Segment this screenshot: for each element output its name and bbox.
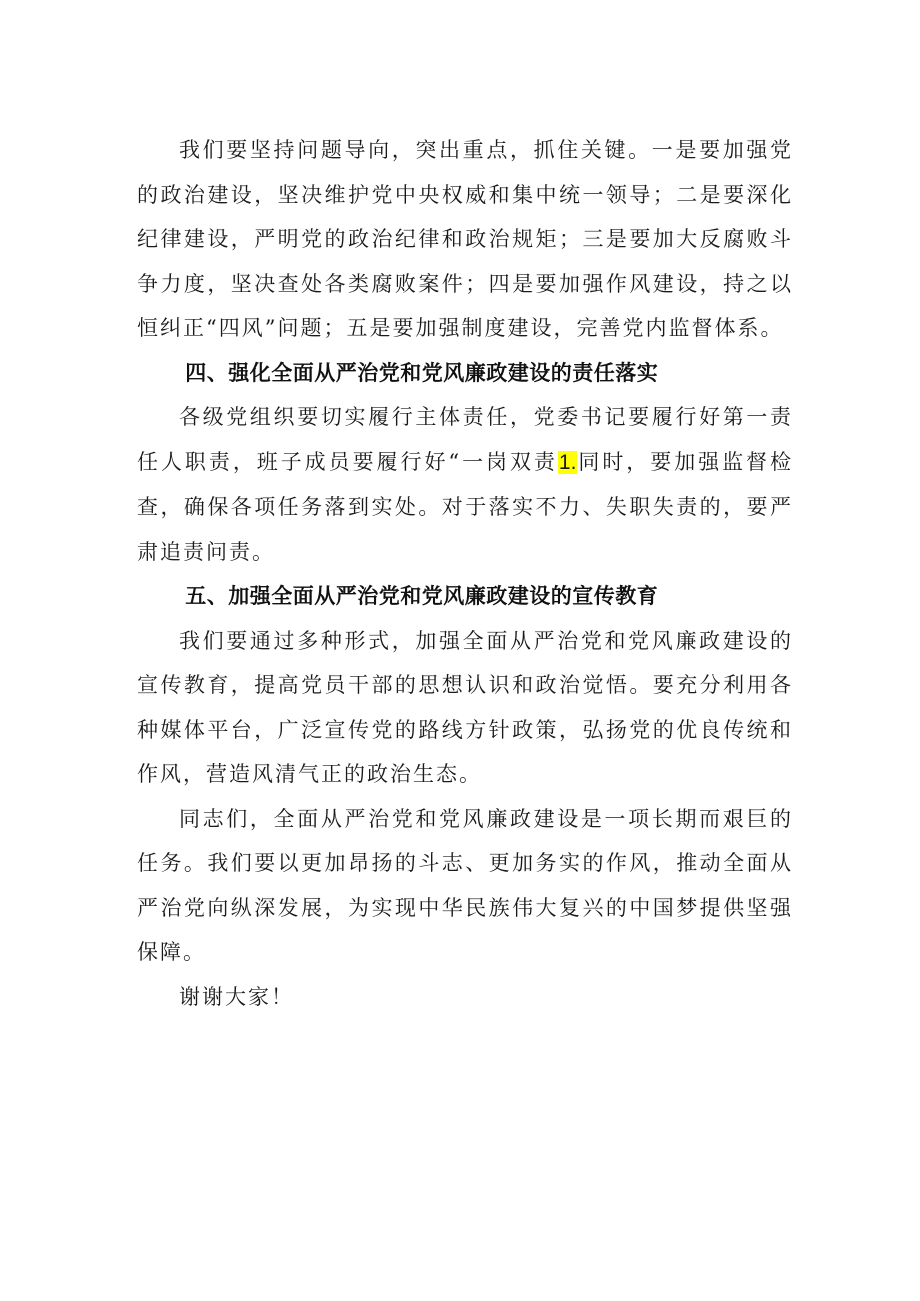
- section-heading-5: 五、加强全面从严治党和党风廉政建设的宣传教育: [185, 584, 659, 608]
- document-body: [137, 128, 793, 1019]
- section-heading-4: 四、强化全面从严治党和党风廉政建设的责任落实: [185, 360, 659, 385]
- paragraph-responsibility-text-1: 各级党组织要切实履行主体责任，党委书记要履行好第一责任人职责，班子成员要履行好“一岗双责: [137, 405, 793, 474]
- paragraph-education: 我们要通过多种形式，加强全面从严治党和党风廉政建设的宣传教育，提高党员干部的思想认识和政治觉悟。要充分利用各种媒体平台，广泛宣传党的路线方针政策，弘扬党的优良传统和作风，营造风清气正的政治生态。: [137, 628, 793, 786]
- paragraph-conclusion: 同志们，全面从严治党和党风廉政建设是一项长期而艰巨的任务。我们要以更加昂扬的斗志、更加务实的作风，推动全面从严治党向纵深发展，为实现中华民族伟大复兴的中国梦提供坚强保障。: [137, 806, 793, 964]
- paragraph-responsibility: [137, 395, 793, 574]
- closing-thanks: 谢谢大家！: [179, 984, 294, 1009]
- highlighted-marker: 1.: [558, 450, 577, 474]
- paragraph-responsibility-text-2: 同时，要加强监督检查，确保各项任务落到实处。对于落实不力、失职失责的，要严肃追责问责。: [137, 449, 794, 564]
- paragraph-key-tasks: 我们要坚持问题导向，突出重点，抓住关键。一是要加强党的政治建设，坚决维护党中央权威和集中统一领导；二是要深化纪律建设，严明党的政治纪律和政治规矩；三是要加大反腐败斗争力度，坚决查处各类腐败案件；四是要加强作风建设，持之以恒纠正“四风”问题；五是要加强制度建设，完善党内监督体系。: [137, 138, 793, 340]
